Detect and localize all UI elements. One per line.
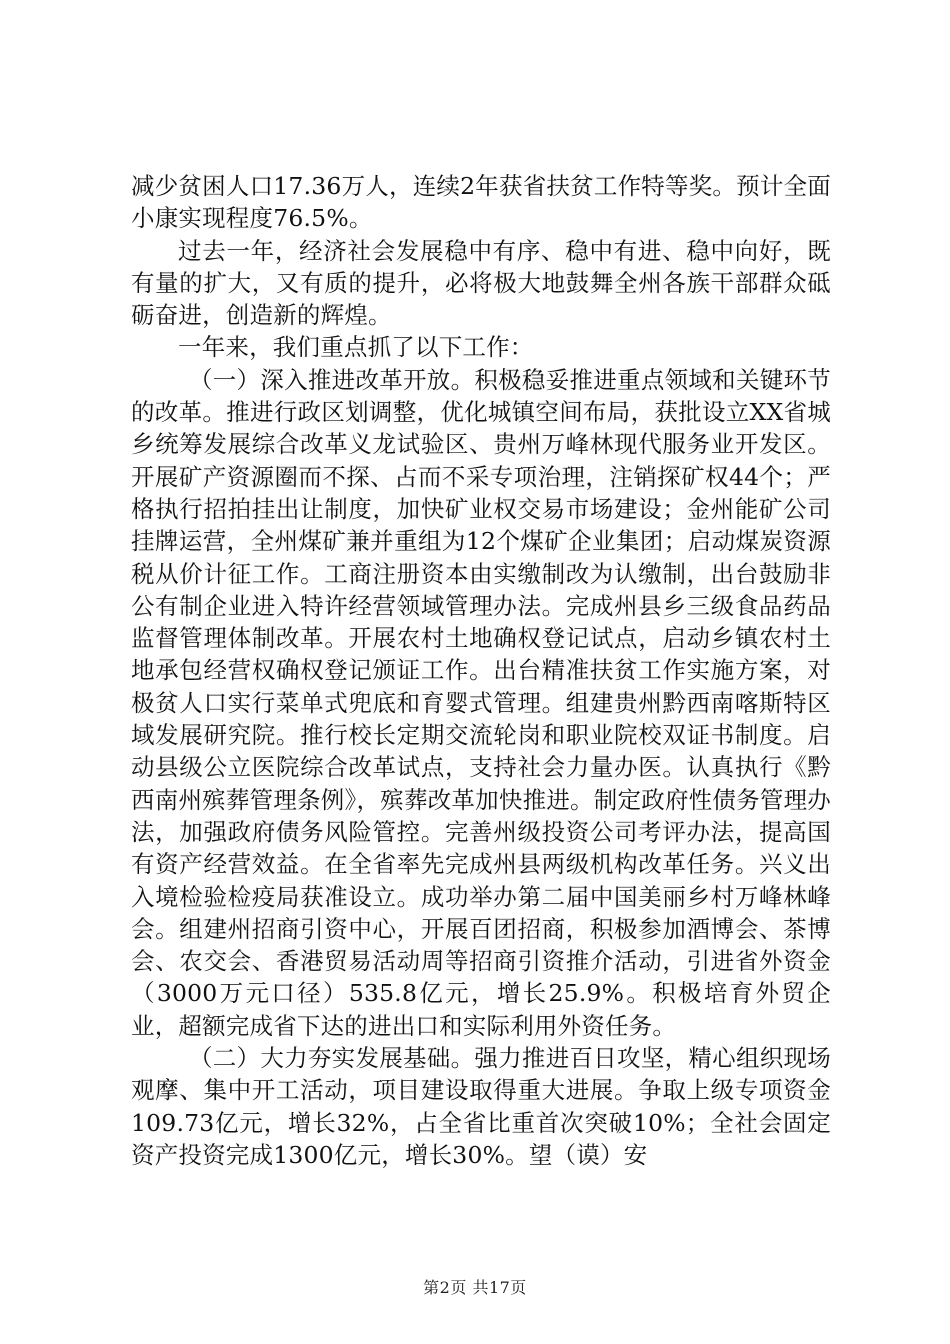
paragraph-work-intro: 一年来，我们重点抓了以下工作： bbox=[178, 333, 534, 362]
paragraph-reform-opening: （一）深入推进改革开放。积极稳妥推进重点领域和关键环节的改革。推进行政区划调整，优化城镇空间布局，获批设立XX省城乡统筹发展综合改革义龙试验区、贵州万峰林现代服务业开发区。开展矿产资源圈而不探、占而不采专项治理，注销探矿权44个；严格执行招拍挂出让制度，加快矿业权交易市场建设；金州能矿公司挂牌运营，全州煤矿兼并重组为12个煤矿企业集团；启动煤炭资源税从价计征工作。工商注册资本由实缴制改为认缴制，出台鼓励非公有制企业进入特许经营领域管理办法。完成州县乡三级食品药品监督管理体制改革。开展农村土地确权登记试点，启动乡镇农村土地承包经营权确权登记颁证工作。出台精准扶贫工作实施方案，对极贫人口实行菜单式兜底和育婴式管理。组建贵州黔西南喀斯特区域发展研究院。推行校长定期交流轮岗和职业院校双证书制度。启动县级公立医院综合改革试点，支持社会力量办医。认真执行《黔西南州殡葬管理条例》，殡葬改革加快推进。制定政府性债务管理办法，加强政府债务风险管控。完善州级投资公司考评办法，提高国有资产经营效益。在全省率先完成州县两级机构改革任务。兴义出入境检验检疫局获准设立。成功举办第二届中国美丽乡村万峰林峰会。组建州招商引资中心，开展百团招商，积极参加酒博会、茶博会、农交会、香港贸易活动周等招商引资推介活动，引进省外资金（3000万元口径）535.8亿元，增长25.9%。积极培育外贸企业，超额完成省下达的进出口和实际利用外资任务。 bbox=[131, 365, 831, 1040]
paragraph-past-year-review: 过去一年，经济社会发展稳中有序、稳中有进、稳中向好，既有量的扩大，又有质的提升，必将极大地鼓舞全州各族干部群众砥砺奋进，创造新的辉煌。 bbox=[131, 236, 831, 330]
page-footer: 第2页 共17页 bbox=[423, 1278, 527, 1297]
paragraph-development-foundation: （二）大力夯实发展基础。强力推进百日攻坚，精心组织现场观摩、集中开工活动，项目建设取得重大进展。争取上级专项资金109.73亿元，增长32%，占全省比重首次突破10%；全社会固定资产投资完成1300亿元，增长30%。望（谟）安 bbox=[131, 1044, 831, 1169]
paragraph-poverty-summary: 减少贫困人口17.36万人，连续2年获省扶贫工作特等奖。预计全面小康实现程度76.5%。 bbox=[131, 172, 831, 233]
document-body bbox=[131, 170, 831, 1171]
